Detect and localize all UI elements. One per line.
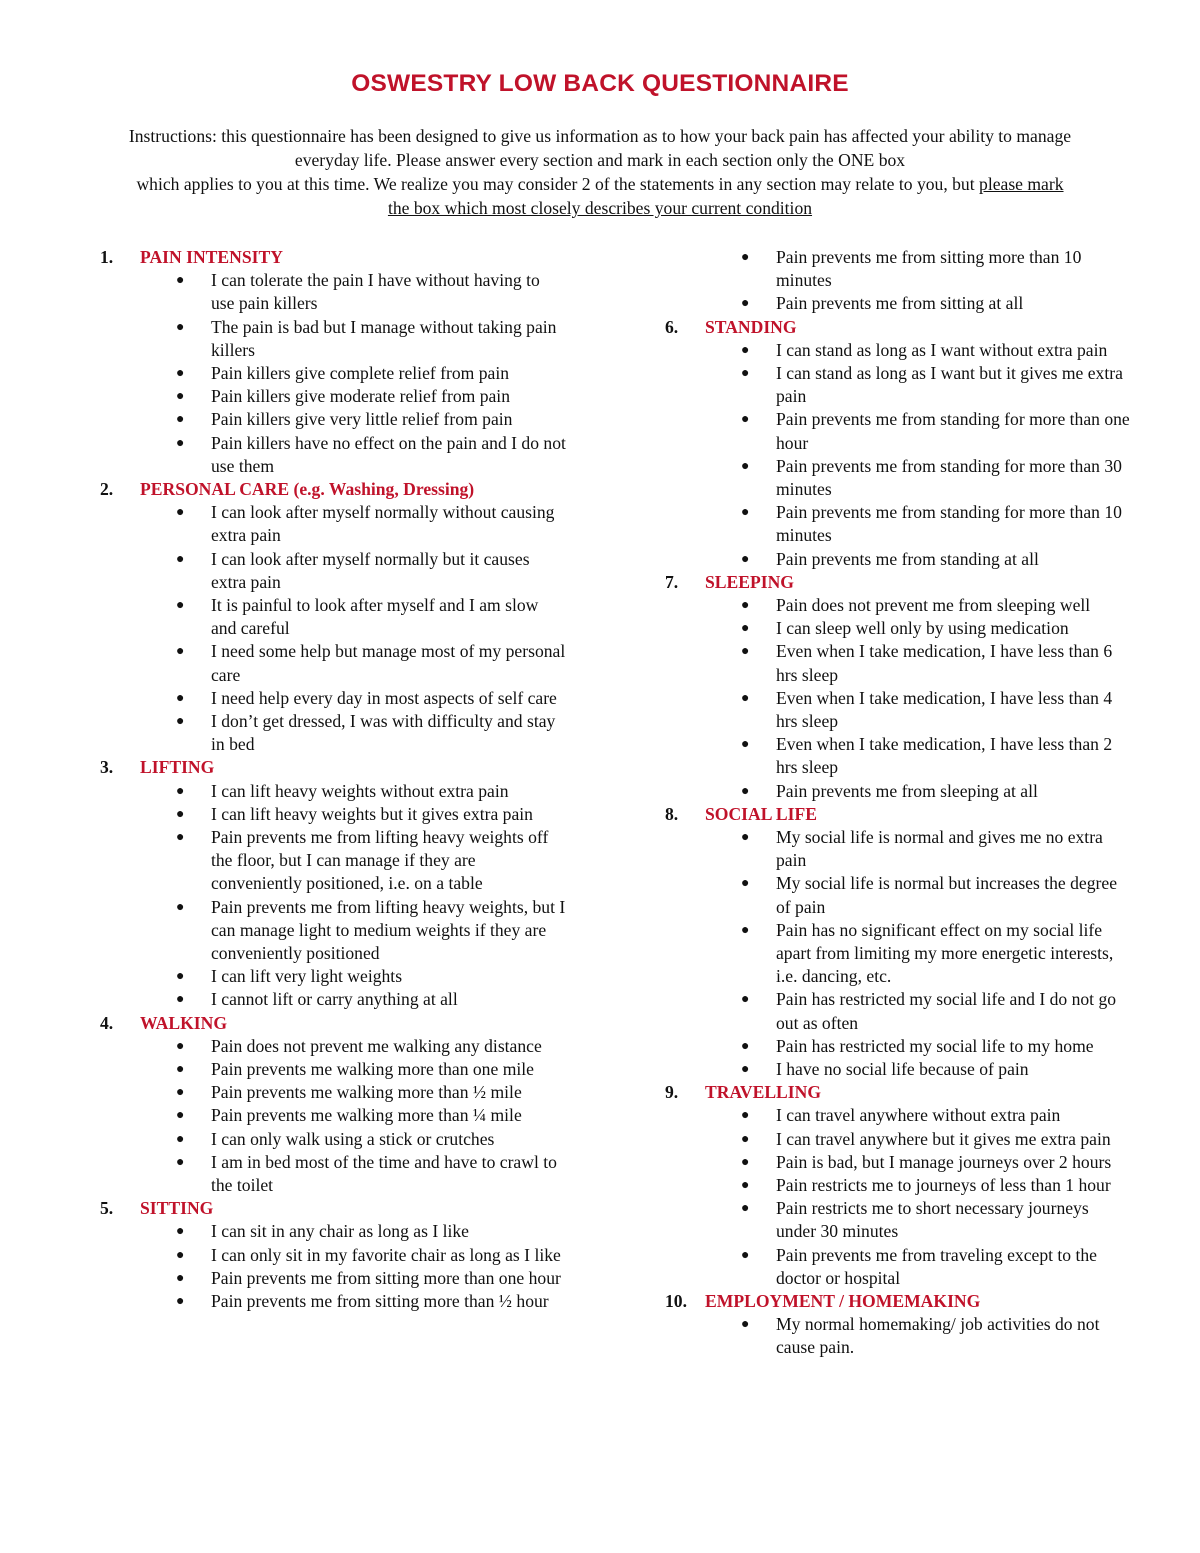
section-5	[100, 1197, 580, 1313]
bullet-icon: ●	[176, 389, 185, 405]
option-text: Pain prevents me from standing for more than 10 minutes	[776, 502, 1122, 546]
option-text: Pain prevents me from sleeping at all	[776, 780, 1038, 801]
list-item[interactable]	[665, 408, 1145, 454]
bullet-icon: ●	[741, 621, 750, 637]
bullet-icon: ●	[176, 1131, 185, 1147]
instructions-line-3	[60, 172, 1140, 196]
bullet-icon: ●	[741, 1038, 750, 1054]
list-item[interactable]	[100, 1244, 580, 1267]
instructions-emphasis: please mark	[979, 174, 1064, 194]
bullet-icon: ●	[741, 412, 750, 428]
option-text: The pain is bad but I manage without taking pain killers	[211, 316, 557, 360]
option-text: Pain has restricted my social life and I do not go out as often	[776, 989, 1117, 1033]
option-text: I can stand as long as I want without extra pain	[776, 339, 1108, 360]
section-number: 9.	[665, 1082, 679, 1103]
instructions-line-4: the box which most closely describes your current condition	[387, 198, 813, 218]
list-item[interactable]	[665, 617, 1145, 640]
bullet-icon: ●	[741, 342, 750, 358]
section-2	[100, 478, 580, 756]
section-title: STANDING	[705, 316, 797, 337]
list-item[interactable]	[100, 896, 580, 966]
bullet-icon: ●	[176, 366, 185, 381]
option-text: My social life is normal and gives me no extra pain	[776, 827, 1103, 871]
option-list	[100, 1220, 580, 1313]
option-text: My social life is normal but increases the degree of pain	[776, 873, 1118, 917]
bullet-icon: ●	[176, 644, 185, 660]
option-text: Pain killers have no effect on the pain and I do not use them	[211, 432, 566, 476]
bullet-icon: ●	[176, 505, 185, 521]
section-number: 7.	[665, 571, 679, 592]
option-list	[665, 246, 1145, 316]
option-list	[100, 780, 580, 1012]
bullet-icon: ●	[176, 1294, 185, 1310]
list-item[interactable]	[665, 362, 1145, 408]
section-6	[665, 316, 1145, 571]
bullet-icon: ●	[176, 551, 185, 567]
option-text: My normal homemaking/ job activities do not cause pain.	[776, 1314, 1100, 1358]
option-text: Pain prevents me from sitting at all	[776, 293, 1024, 314]
list-item[interactable]	[665, 1313, 1145, 1359]
option-text: Pain prevents me from sitting more than one hour	[211, 1267, 561, 1288]
option-text: Pain is bad, but I manage journeys over 2 hours	[776, 1151, 1112, 1172]
section-heading	[665, 1290, 1145, 1313]
list-item[interactable]	[100, 640, 580, 686]
list-item[interactable]	[100, 269, 580, 315]
option-text: I can only walk using a stick or crutches	[211, 1128, 495, 1149]
bullet-icon: ●	[741, 1178, 750, 1194]
section-1	[100, 246, 580, 478]
section-title: SITTING	[140, 1198, 214, 1219]
list-item[interactable]	[665, 339, 1145, 362]
section-heading	[665, 571, 1145, 594]
section-number: 6.	[665, 316, 679, 337]
bullet-icon: ●	[176, 1270, 185, 1286]
bullet-icon: ●	[176, 319, 185, 335]
section-title: SLEEPING	[705, 571, 794, 592]
option-text: I can sleep well only by using medication	[776, 618, 1069, 639]
section-9	[665, 1081, 1145, 1290]
list-item[interactable]	[665, 292, 1145, 315]
option-text: Even when I take medication, I have less than 2 hrs sleep	[776, 734, 1113, 778]
section-title: TRAVELLING	[705, 1082, 822, 1103]
list-item[interactable]	[100, 1290, 580, 1313]
bullet-icon: ●	[741, 992, 750, 1008]
option-text: I am in bed most of the time and have to crawl to the toilet	[211, 1151, 557, 1196]
option-text: Pain prevents me from sitting more than 10 minutes	[776, 247, 1082, 291]
section-4	[100, 1012, 580, 1198]
bullet-icon: ●	[741, 1108, 750, 1124]
bullet-icon: ●	[741, 1131, 750, 1147]
list-item[interactable]	[100, 408, 580, 431]
option-text: Pain restricts me to journeys of less than 1 hour	[776, 1175, 1111, 1196]
option-text: Pain prevents me from lifting heavy weights off the floor, but I can manage if they are conveniently positioned, i.e. on a table	[211, 827, 549, 894]
option-text: I need help every day in most aspects of self care	[211, 687, 557, 708]
list-item[interactable]	[100, 988, 580, 1011]
bullet-icon: ●	[176, 1154, 185, 1170]
list-item[interactable]	[100, 1151, 580, 1197]
section-number: 10.	[665, 1291, 687, 1312]
list-item[interactable]	[665, 455, 1145, 501]
instructions-line-2: everyday life. Please answer every section and mark in each section only the ONE box	[294, 150, 906, 170]
bullet-icon: ●	[176, 1224, 185, 1240]
option-text: I don’t get dressed, I was with difficulty and stay in bed	[211, 711, 556, 755]
list-item[interactable]	[665, 826, 1145, 872]
bullet-icon: ●	[741, 1062, 750, 1078]
bullet-icon: ●	[176, 412, 185, 428]
list-item[interactable]	[100, 803, 580, 826]
section-10	[665, 1290, 1145, 1360]
list-item[interactable]	[100, 687, 580, 710]
bullet-icon: ●	[741, 830, 750, 846]
list-item[interactable]	[100, 710, 580, 756]
list-item[interactable]	[665, 1104, 1145, 1127]
bullet-icon: ●	[741, 458, 750, 474]
option-text: I can travel anywhere but it gives me extra pain	[776, 1128, 1111, 1149]
list-item[interactable]	[100, 1267, 580, 1290]
option-list	[100, 1035, 580, 1197]
instructions	[60, 124, 1140, 220]
option-text: I can sit in any chair as long as I like	[211, 1221, 469, 1242]
list-item[interactable]	[665, 1035, 1145, 1058]
list-item[interactable]	[100, 594, 580, 640]
bullet-icon: ●	[741, 1317, 750, 1333]
bullet-icon: ●	[176, 273, 185, 289]
section-heading	[665, 803, 1145, 826]
section-number: 4.	[100, 1012, 114, 1033]
list-item[interactable]	[665, 246, 1145, 292]
list-item[interactable]	[100, 780, 580, 803]
section-heading	[100, 1197, 580, 1220]
bullet-icon: ●	[741, 505, 750, 521]
option-text: I can tolerate the pain I have without having to use pain killers	[211, 270, 540, 314]
option-text: I can travel anywhere without extra pain	[776, 1105, 1061, 1126]
section-8	[665, 803, 1145, 1081]
bullet-icon: ●	[741, 250, 750, 265]
bullet-icon: ●	[741, 296, 750, 312]
option-text: Pain killers give moderate relief from pain	[211, 386, 510, 407]
option-text: I can only sit in my favorite chair as long as I like	[211, 1244, 561, 1265]
option-text: I can stand as long as I want but it gives me extra pain	[776, 363, 1123, 407]
list-item[interactable]	[665, 988, 1145, 1034]
option-list	[665, 339, 1145, 571]
bullet-icon: ●	[741, 366, 750, 381]
list-item[interactable]	[100, 1128, 580, 1151]
list-item[interactable]	[665, 733, 1145, 779]
section-number: 8.	[665, 803, 679, 824]
section-title: EMPLOYMENT / HOMEMAKING	[705, 1291, 981, 1312]
list-item[interactable]	[665, 1128, 1145, 1151]
bullet-icon: ●	[176, 435, 185, 451]
option-text: Pain prevents me walking more than one mile	[211, 1059, 534, 1080]
bullet-icon: ●	[741, 551, 750, 567]
option-text: Pain does not prevent me walking any distance	[211, 1035, 542, 1056]
bullet-icon: ●	[176, 806, 185, 822]
option-text: Pain does not prevent me from sleeping well	[776, 595, 1091, 616]
option-text: I have no social life because of pain	[776, 1059, 1029, 1080]
bullet-icon: ●	[176, 598, 185, 614]
list-item[interactable]	[665, 872, 1145, 918]
option-text: Pain prevents me from lifting heavy weights, but I can manage light to medium weights if they are conveniently positioned	[211, 896, 566, 964]
bullet-icon: ●	[741, 690, 750, 706]
bullet-icon: ●	[176, 1085, 185, 1101]
option-text: Pain restricts me to short necessary journeys under 30 minutes	[776, 1198, 1089, 1242]
section-number: 1.	[100, 247, 114, 267]
section-number: 2.	[100, 479, 114, 500]
bullet-icon: ●	[176, 1247, 185, 1263]
list-item[interactable]	[100, 1058, 580, 1081]
list-item[interactable]	[100, 1104, 580, 1127]
bullet-icon: ●	[176, 1108, 185, 1124]
option-text: Pain has no significant effect on my social life apart from limiting my more energetic interests, i.e. dancing, etc.	[776, 919, 1114, 987]
list-item[interactable]	[665, 687, 1145, 733]
section-5-continued	[665, 246, 1145, 316]
option-text: I need some help but manage most of my personal care	[211, 641, 566, 685]
section-heading	[100, 1012, 580, 1035]
section-heading	[100, 478, 580, 501]
list-item[interactable]	[100, 1220, 580, 1243]
section-title: WALKING	[140, 1012, 228, 1033]
list-item[interactable]	[665, 1197, 1145, 1243]
option-text: Pain prevents me from traveling except to the doctor or hospital	[776, 1244, 1097, 1288]
list-item[interactable]	[100, 432, 580, 478]
option-list	[100, 269, 580, 478]
option-text: I can lift very light weights	[211, 966, 403, 987]
bullet-icon: ●	[176, 690, 185, 706]
list-item[interactable]	[100, 1081, 580, 1104]
option-text: I can look after myself normally but it causes extra pain	[211, 548, 530, 592]
bullet-icon: ●	[741, 644, 750, 660]
section-3	[100, 756, 580, 1011]
list-item[interactable]	[665, 780, 1145, 803]
option-text: Pain prevents me from sitting more than ½ hour	[211, 1291, 549, 1312]
section-number: 3.	[100, 757, 114, 778]
section-heading	[100, 246, 580, 269]
list-item[interactable]	[100, 826, 580, 896]
option-text: Pain has restricted my social life to my home	[776, 1035, 1094, 1056]
option-text: I can lift heavy weights without extra pain	[211, 780, 509, 801]
option-text: I cannot lift or carry anything at all	[211, 989, 458, 1010]
section-title: PAIN INTENSITY	[140, 247, 283, 267]
option-text: Pain killers give complete relief from pain	[211, 363, 510, 383]
bullet-icon: ●	[741, 922, 750, 938]
list-item[interactable]	[665, 594, 1145, 617]
option-text: Pain prevents me from standing for more than 30 minutes	[776, 455, 1122, 500]
list-item[interactable]	[665, 1151, 1145, 1174]
list-item[interactable]	[665, 640, 1145, 686]
bullet-icon: ●	[176, 783, 185, 799]
page-title: OSWESTRY LOW BACK QUESTIONNAIRE	[351, 70, 849, 97]
bullet-icon: ●	[176, 969, 185, 985]
section-heading	[665, 1081, 1145, 1104]
list-item[interactable]	[100, 362, 580, 385]
option-text: Even when I take medication, I have less than 6 hrs sleep	[776, 641, 1113, 685]
bullet-icon: ●	[176, 714, 185, 730]
left-column	[100, 246, 580, 1313]
right-column	[665, 246, 1145, 1360]
instructions-line-3-text: which applies to you at this time. We realize you may consider 2 of the statements in any section may relate to you, but	[136, 174, 980, 194]
bullet-icon: ●	[741, 1154, 750, 1170]
bullet-icon: ●	[741, 876, 750, 892]
list-item[interactable]	[665, 548, 1145, 571]
bullet-icon: ●	[741, 783, 750, 799]
section-heading	[100, 756, 580, 779]
section-title: PERSONAL CARE (e.g. Washing, Dressing)	[140, 479, 475, 500]
list-item[interactable]	[100, 1035, 580, 1058]
option-text: I can lift heavy weights but it gives extra pain	[211, 803, 533, 824]
option-text: It is painful to look after myself and I am slow and careful	[211, 595, 539, 639]
list-item[interactable]	[665, 1174, 1145, 1197]
section-number: 5.	[100, 1198, 114, 1219]
section-heading	[665, 316, 1145, 339]
list-item[interactable]	[665, 501, 1145, 547]
option-text: Pain prevents me from standing for more than one hour	[776, 409, 1130, 453]
section-7	[665, 571, 1145, 803]
list-item[interactable]	[665, 919, 1145, 989]
option-list	[100, 501, 580, 756]
list-item[interactable]	[100, 316, 580, 362]
list-item[interactable]	[100, 501, 580, 547]
bullet-icon: ●	[741, 1201, 750, 1217]
bullet-icon: ●	[176, 992, 185, 1008]
list-item[interactable]	[665, 1244, 1145, 1290]
option-list	[665, 1104, 1145, 1290]
option-text: Pain prevents me walking more than ¼ mile	[211, 1105, 522, 1126]
bullet-icon: ●	[176, 899, 185, 915]
list-item[interactable]	[100, 385, 580, 408]
list-item[interactable]	[100, 965, 580, 988]
section-title: SOCIAL LIFE	[705, 803, 817, 824]
instructions-line-1: Instructions: this questionnaire has been designed to give us information as to how your back pain has affected your ability to manage	[128, 126, 1072, 146]
list-item[interactable]	[100, 548, 580, 594]
option-text: I can look after myself normally without causing extra pain	[211, 502, 555, 546]
option-list	[665, 594, 1145, 803]
bullet-icon: ●	[741, 1247, 750, 1263]
option-text: Pain prevents me walking more than ½ mile	[211, 1082, 522, 1103]
option-text: Pain killers give very little relief from pain	[211, 409, 513, 430]
bullet-icon: ●	[176, 830, 185, 846]
section-title: LIFTING	[140, 757, 215, 778]
option-text: Pain prevents me from standing at all	[776, 548, 1039, 569]
option-list	[665, 826, 1145, 1081]
option-list	[665, 1313, 1145, 1359]
bullet-icon: ●	[176, 1038, 185, 1054]
bullet-icon: ●	[741, 737, 750, 753]
list-item[interactable]	[665, 1058, 1145, 1081]
bullet-icon: ●	[741, 598, 750, 614]
bullet-icon: ●	[176, 1062, 185, 1078]
option-text: Even when I take medication, I have less than 4 hrs sleep	[776, 687, 1113, 732]
